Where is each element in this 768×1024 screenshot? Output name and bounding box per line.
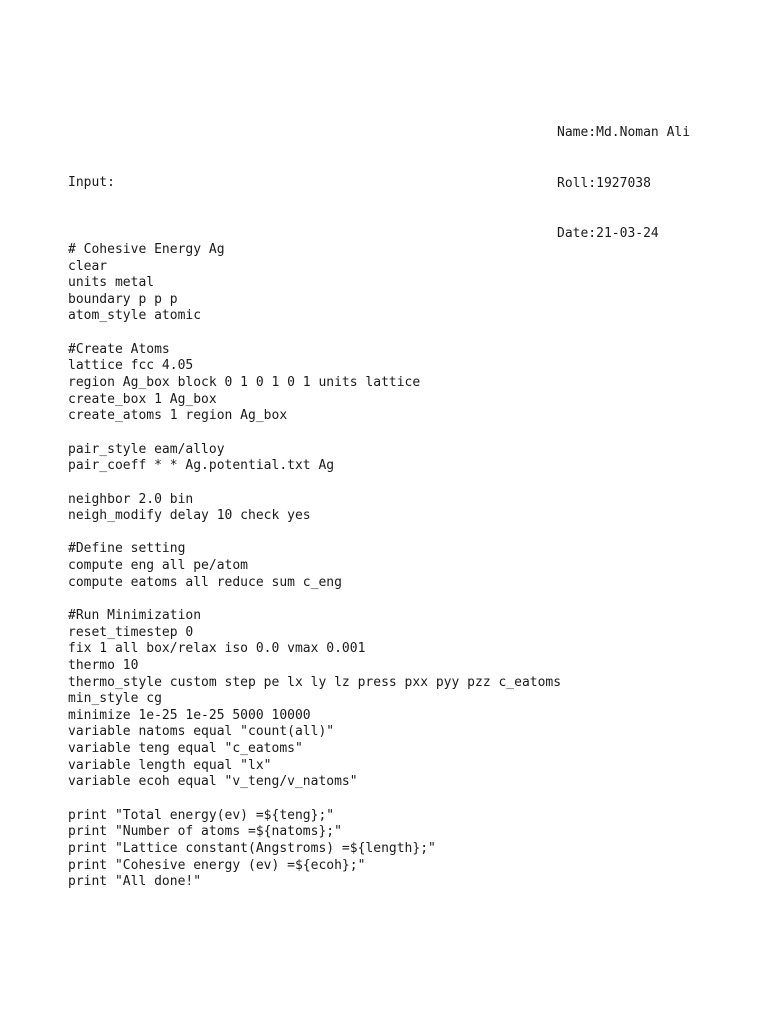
blank-line <box>68 791 561 808</box>
code-line: print "Number of atoms =${natoms};" <box>68 824 342 840</box>
document-date: Date:21-03-24 <box>557 225 659 241</box>
code-line: print "Total energy(ev) =${teng};" <box>68 807 335 823</box>
code-line: pair_coeff * * Ag.potential.txt Ag <box>68 458 335 474</box>
code-line: variable teng equal "c_eatoms" <box>68 741 303 757</box>
code-line: print "Cohesive energy (ev) =${ecoh};" <box>68 857 366 873</box>
code-line: fix 1 all box/relax iso 0.0 vmax 0.001 <box>68 641 366 657</box>
code-line: boundary p p p <box>68 291 178 307</box>
student-roll: Roll:1927038 <box>557 175 651 191</box>
code-line: neighbor 2.0 bin <box>68 491 194 507</box>
student-name: Name:Md.Noman Ali <box>557 125 691 141</box>
code-line: #Run Minimization <box>68 608 202 623</box>
blank-line <box>68 425 561 442</box>
input-label: Input: <box>68 175 115 191</box>
blank-line <box>68 225 561 242</box>
blank-line <box>68 525 561 542</box>
code-line: lattice fcc 4.05 <box>68 358 194 374</box>
student-info <box>557 92 690 259</box>
code-line: atom_style atomic <box>68 308 202 324</box>
code-line: min_style cg <box>68 691 162 707</box>
code-line: #Create Atoms <box>68 341 170 357</box>
code-line: create_box 1 Ag_box <box>68 391 217 407</box>
blank-line <box>68 325 561 342</box>
code-line: compute eatoms all reduce sum c_eng <box>68 574 342 590</box>
code-line: print "Lattice constant(Angstroms) =${length};" <box>68 840 436 856</box>
lammps-input-script <box>68 142 561 908</box>
code-line: reset_timestep 0 <box>68 624 194 640</box>
code-lines <box>68 225 561 891</box>
code-line: pair_style eam/alloy <box>68 441 225 457</box>
code-line: thermo 10 <box>68 657 139 673</box>
code-line: neigh_modify delay 10 check yes <box>68 508 311 524</box>
blank-line <box>68 591 561 608</box>
code-line: #Define setting <box>68 541 186 557</box>
code-line: units metal <box>68 275 155 291</box>
code-line: region Ag_box block 0 1 0 1 0 1 units lattice <box>68 375 421 391</box>
code-line: # Cohesive Energy Ag <box>68 241 225 257</box>
code-line: variable ecoh equal "v_teng/v_natoms" <box>68 774 358 790</box>
blank-line <box>68 475 561 492</box>
code-line: variable natoms equal "count(all)" <box>68 724 335 740</box>
code-line: create_atoms 1 region Ag_box <box>68 408 288 424</box>
code-line: variable length equal "lx" <box>68 757 272 773</box>
code-line: thermo_style custom step pe lx ly lz press pxx pyy pzz c_eatoms <box>68 674 562 690</box>
code-line: print "All done!" <box>68 874 202 890</box>
code-line: compute eng all pe/atom <box>68 558 249 574</box>
code-line: minimize 1e-25 1e-25 5000 10000 <box>68 707 311 723</box>
code-line: clear <box>68 258 108 274</box>
